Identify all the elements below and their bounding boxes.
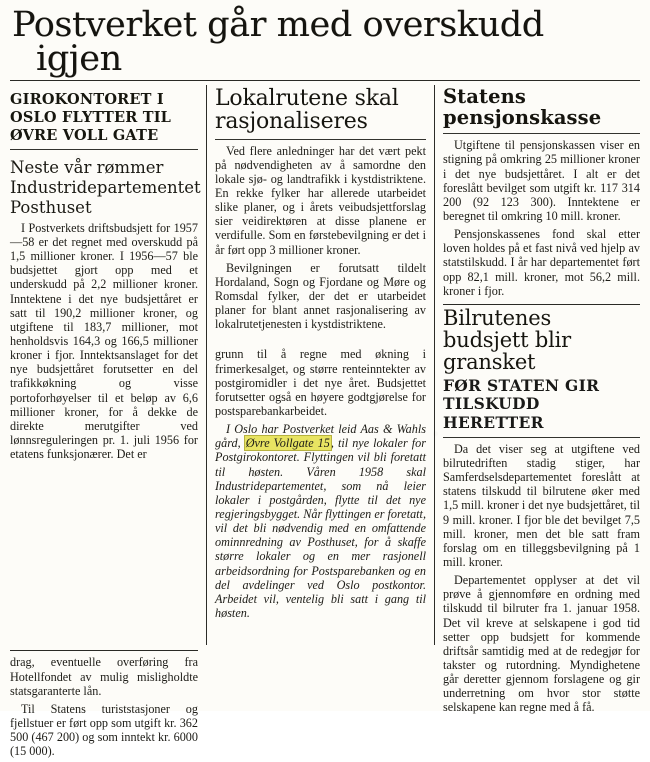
middle-paragraph-2: Bevilgningen er forutsatt tildelt Hordaland, Sogn og Fjordane og Møre og Romsdal fylker, der det er utarbeidet planer for blant annet rasjonalisering av lokalrutetjenesten i kystdistriktene.	[215, 260, 426, 332]
left-kicker-divider	[10, 149, 198, 150]
right-paragraph-2: Pensjonskassenes fond skal etter loven holdes på et fast nivå ved hjelp av statstilskudd. I år har departementet ført opp 82,1 mill. kroner, mot 56,2 mill. kroner i fjor.	[443, 227, 640, 298]
bottom-left-divider	[10, 650, 198, 651]
right-headline-pensjonskasse: Statens pensjonskasse	[443, 85, 602, 129]
highlighted-address: Øvre Vollgate 15	[245, 436, 330, 451]
right-paragraph-1: Utgiftene til pensjonskassen viser en stigning på omkring 25 millioner kroner i det nye budsjettåret. I alt er det foreslått bevilget som utgift kr. 117 314 200 (92 123 300). Inntektene er beregnet til omkring 10 mill. kroner.	[443, 138, 640, 224]
middle-paragraph-1: Ved flere anledninger har det vært pekt på nødvendigheten av å samordne den lokale sjø- og landtrafikk i kystdistriktene. En rekke fylker har allerede utarbeidet slike planer, og i årets veibudsjettforslag sier veidirektøren at disse planene er verdifulle. Som en førstebevilgning er det i år ført opp 3 millioner kroner.	[215, 143, 426, 257]
right-headline2-divider	[443, 437, 640, 438]
column-middle	[206, 85, 434, 645]
masthead-line-1: Postverket går med overskudd	[12, 5, 544, 45]
right-headline1-divider	[443, 133, 640, 134]
middle-italic-pre: I Oslo har Postverket leid Aas & Wahls gård,	[215, 422, 426, 451]
column-left	[10, 85, 206, 645]
bottom-paragraph-2: Til Statens turiststasjoner og fjellstuer er ført opp som utgift kr. 362 500 (467 200) og som inntekt kr. 6000 (15 000).	[10, 701, 198, 759]
left-kicker-headline: GIROKONTORET I OSLO FLYTTER TIL ØVRE VOLL GATE	[10, 91, 172, 144]
left-subheadline: Neste vår rømmer Industridepartementet Posthuset	[10, 158, 201, 218]
right-section-divider	[443, 304, 640, 305]
middle-italic-paragraph	[215, 422, 426, 620]
left-paragraph-1: I Postverkets driftsbudsjett for 1957—58 er det regnet med overskudd på 1,5 millioner kroner. I 1956—57 ble budsjettet gjort opp med et underskudd på 2,2 millioner kroner. Inntektene i det nye budsjettåret er satt til 190,2 millioner kroner, og utgiftene til 183,7 millioner, mot henholdsvis 164,3 og 166,5 millioner kroner i fjor. Inntektsanslaget for det nye budsjettåret forutsetter en del trafikkøkning og visse portoforhøyelser til et beløp av 6,6 millioner kroner, for å dekke de direkte merutgifter ved lønnsreguleringen pr. 1. juli 1956 for etatens funksjonærer. Det er	[10, 220, 198, 462]
bottom-left-block	[10, 647, 206, 762]
middle-headline: Lokalrutene skal rasjonaliseres	[215, 86, 399, 135]
middle-headline-divider	[215, 139, 426, 140]
masthead-divider	[10, 80, 640, 81]
middle-italic-post: , til nye lokaler for Postgirokontoret. Flyttingen vil bli foretatt til høsten. Våren 1958 skal Industridepartementet, som nå leier lokaler i postgården, flytte til det nye regjeringsbygget. Når flyttingen er foretatt, vil det bli nødvendig med en omfattende ominnredning av Posthuset, for å skaffe større lokaler og en mer rasjonell arbeidsordning for Postsparebanken og en del avdelinger ved Oslo postkontor. Arbeidet vil, ventelig bli satt i gang til høsten.	[215, 436, 426, 620]
right-subheadline-bilrutene: FØR STATEN GIR TILSKUDD HERETTER	[443, 376, 600, 432]
right-paragraph-3: Da det viser seg at utgiftene ved bilrutedriften stadig stiger, har Samferdselsdepartementet foreslått at statens tilskudd til bilrutene øker med 1,5 mill. kroner i det nye budsjettåret, til 9 mill. kroner. I fjor ble det bevilget 7,5 mill. kroner, men det ble satt fram forslag om en tilleggsbevilgning på 1 mill. kroner.	[443, 441, 640, 569]
right-paragraph-4: Departementet opplyser at det vil prøve å gjennomføre en ordning med tilskudd til bilruter fra 1. januar 1958. Det vil kreve at selskapene i god tid setter opp budsjett for kommende driftsår samtidig med at de redegjør for takster og rutordning. Myndighetene går deretter gjennom forslagene og gir underretning om hvor stor støtte selskapene kan regne med å få.	[443, 573, 640, 715]
masthead-line-2: igjen	[36, 38, 122, 79]
page-title	[10, 5, 640, 79]
column-right	[434, 85, 640, 715]
right-headline-bilrutene: Bilrutenes budsjett blir gransket	[443, 305, 571, 374]
bottom-paragraph-1: drag, eventuelle overføring fra Hotellfondet av mulig misligholdte statsgaranterte lån.	[10, 655, 198, 698]
middle-paragraph-3: grunn til å regne med økning i frimerkesalget, og større renteinntekter av postgiromidler i det nye året. Budsjettet forutsetter også en høyere godtgjørelse for postsparebankarbeidet.	[215, 347, 426, 418]
